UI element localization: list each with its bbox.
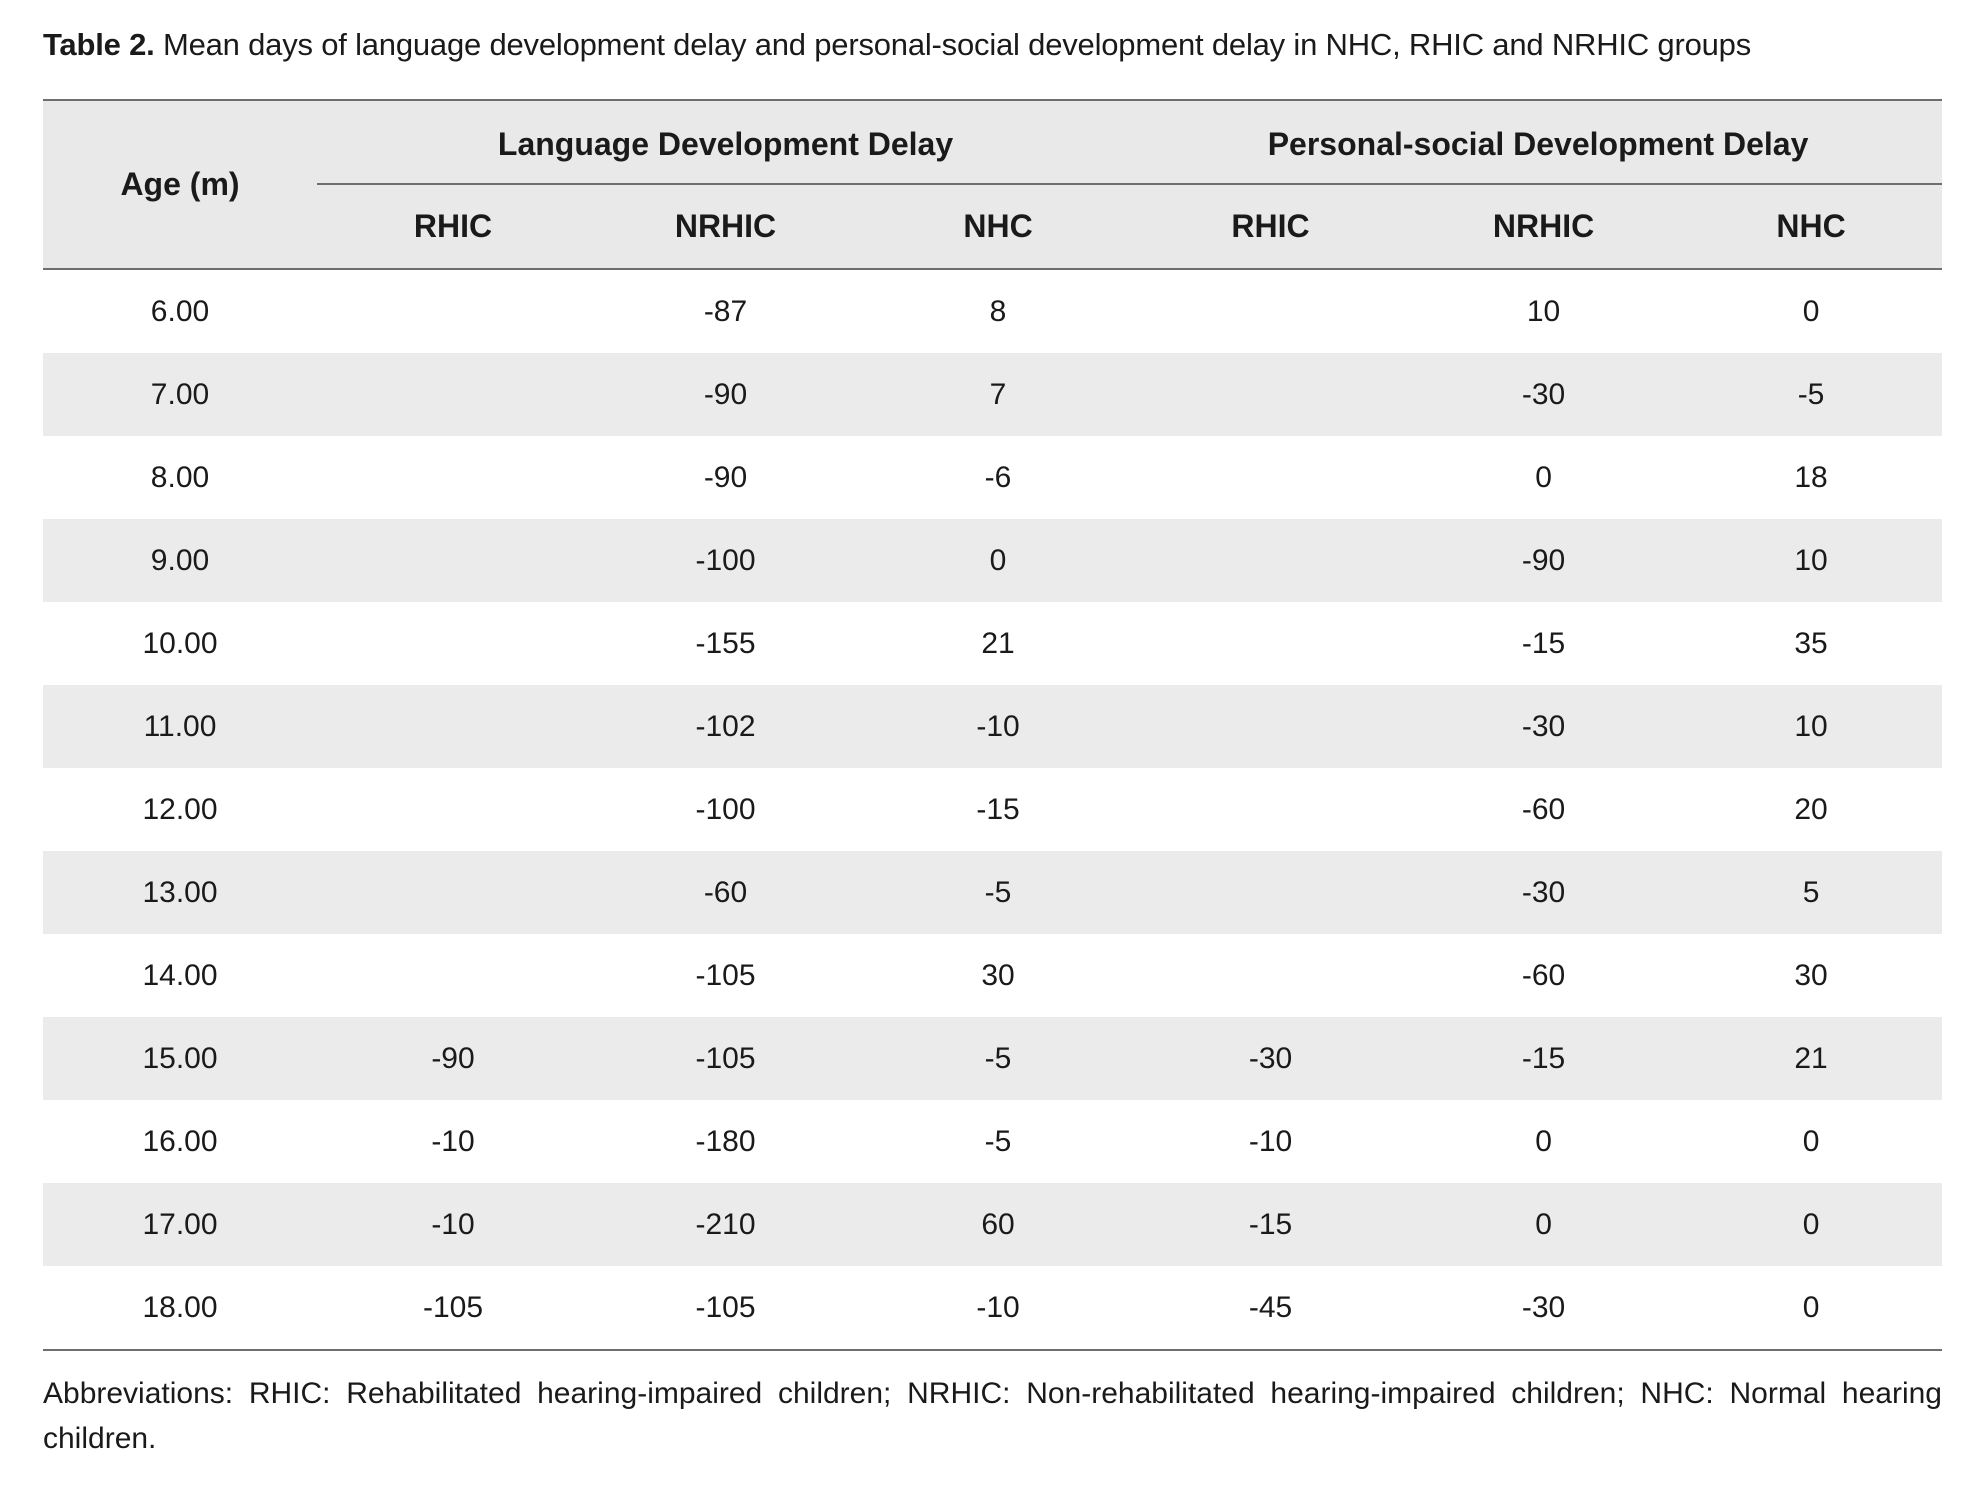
table-caption-label: Table 2.	[43, 27, 155, 62]
table-row	[43, 436, 1942, 519]
cell-personal-social-rhic	[1134, 934, 1407, 1017]
cell-personal-social-nrhic: 0	[1535, 460, 1552, 494]
cell-age: 18.00	[43, 1266, 317, 1350]
cell-personal-social-nhc: -5	[1680, 353, 1942, 436]
sub-header-personal-social-nhc: NHC	[1680, 184, 1942, 269]
table-row	[43, 602, 1942, 685]
cell-language-rhic: -90	[317, 1017, 589, 1100]
cell-age: 6.00	[150, 294, 210, 328]
cell-language-nrhic: -105	[589, 1017, 862, 1100]
cell-personal-social-nhc: 10	[1680, 519, 1942, 602]
cell-personal-social-nhc: 5	[1680, 851, 1942, 934]
cell-age: 17.00	[43, 1183, 317, 1266]
sub-header-language-nhc: NHC	[862, 184, 1134, 269]
table-row	[43, 685, 1942, 768]
cell-age: 11.00	[43, 685, 317, 768]
cell-personal-social-rhic	[1134, 436, 1407, 519]
cell-language-rhic	[317, 685, 589, 768]
table-row	[43, 353, 1942, 436]
cell-personal-social-nrhic: 10	[1526, 294, 1561, 328]
cell-personal-social-nrhic: -15	[1407, 1017, 1680, 1100]
age-column-header: Age (m)	[43, 100, 317, 269]
cell-personal-social-nhc: 35	[1794, 626, 1828, 660]
cell-age: 9.00	[43, 519, 317, 602]
cell-personal-social-nrhic: -15	[1521, 626, 1566, 660]
cell-personal-social-nrhic: -30	[1407, 685, 1680, 768]
cell-language-rhic: -10	[317, 1183, 589, 1266]
cell-personal-social-rhic: -10	[1248, 1124, 1293, 1158]
cell-personal-social-nhc: 20	[1794, 792, 1828, 826]
sub-header-language-rhic: RHIC	[317, 184, 589, 269]
cell-language-nrhic: -210	[589, 1183, 862, 1266]
cell-language-nhc: 30	[981, 958, 1015, 992]
table-row	[43, 768, 1942, 851]
cell-personal-social-nhc: 21	[1680, 1017, 1942, 1100]
cell-language-nrhic: -105	[695, 958, 756, 992]
cell-personal-social-nhc: 0	[1802, 294, 1820, 328]
cell-personal-social-rhic: -45	[1134, 1266, 1407, 1350]
cell-personal-social-nhc: 0	[1680, 1183, 1942, 1266]
cell-language-nhc: 60	[862, 1183, 1134, 1266]
cell-personal-social-nrhic: -60	[1521, 792, 1566, 826]
cell-age: 7.00	[43, 353, 317, 436]
table-row	[43, 1183, 1942, 1266]
table-caption	[43, 22, 1751, 68]
cell-language-nhc: -10	[862, 1266, 1134, 1350]
cell-language-nhc: 8	[989, 294, 1007, 328]
data-table-container	[43, 99, 1942, 1351]
cell-age: 16.00	[142, 1124, 218, 1158]
cell-personal-social-rhic	[1134, 602, 1407, 685]
cell-language-rhic: -105	[317, 1266, 589, 1350]
cell-language-nrhic: -102	[589, 685, 862, 768]
cell-language-rhic	[317, 269, 589, 353]
language-delay-group-header: Language Development Delay	[317, 100, 1134, 184]
cell-personal-social-nhc: 10	[1680, 685, 1942, 768]
table-row	[43, 934, 1942, 1017]
cell-personal-social-nrhic: 0	[1535, 1124, 1552, 1158]
cell-personal-social-rhic	[1134, 519, 1407, 602]
cell-personal-social-rhic: -15	[1134, 1183, 1407, 1266]
cell-personal-social-rhic	[1134, 768, 1407, 851]
cell-language-rhic	[317, 602, 589, 685]
cell-personal-social-rhic	[1134, 353, 1407, 436]
cell-language-nhc: -15	[976, 792, 1020, 826]
cell-language-nrhic: -155	[695, 626, 756, 660]
cell-language-nhc: 7	[862, 353, 1134, 436]
cell-age: 15.00	[43, 1017, 317, 1100]
cell-language-rhic	[317, 934, 589, 1017]
sub-header-personal-social-nrhic: NRHIC	[1407, 184, 1680, 269]
cell-language-nrhic: -87	[703, 294, 748, 328]
cell-personal-social-nhc: 30	[1794, 958, 1828, 992]
sub-header-language-nrhic: NRHIC	[589, 184, 862, 269]
table-row	[43, 1100, 1942, 1183]
cell-personal-social-nrhic: -30	[1407, 851, 1680, 934]
cell-language-rhic	[317, 851, 589, 934]
data-table	[43, 99, 1942, 1351]
cell-language-rhic	[317, 353, 589, 436]
cell-language-nrhic: -90	[589, 353, 862, 436]
table-row	[43, 519, 1942, 602]
cell-age: 12.00	[142, 792, 218, 826]
cell-language-nhc: -5	[984, 1124, 1012, 1158]
cell-language-rhic	[317, 519, 589, 602]
cell-language-nrhic: -100	[589, 519, 862, 602]
cell-language-nhc: -5	[862, 1017, 1134, 1100]
cell-language-nhc: -6	[984, 460, 1012, 494]
cell-language-nrhic: -90	[703, 460, 748, 494]
table-caption-text: Mean days of language development delay and personal-social development delay in NHC, RHIC and NRHIC groups	[154, 27, 1752, 62]
table-header	[43, 100, 1942, 269]
cell-language-rhic: -10	[431, 1124, 475, 1158]
table-row	[43, 1017, 1942, 1100]
cell-language-nrhic: -105	[589, 1266, 862, 1350]
cell-language-rhic	[317, 768, 589, 851]
personal-social-delay-group-header: Personal-social Development Delay	[1134, 100, 1942, 184]
cell-personal-social-nhc: 18	[1794, 460, 1828, 494]
cell-personal-social-nrhic: 0	[1407, 1183, 1680, 1266]
cell-language-nrhic: -180	[695, 1124, 756, 1158]
cell-personal-social-rhic	[1134, 269, 1407, 353]
table-row	[43, 1266, 1942, 1350]
cell-personal-social-nrhic: -30	[1407, 1266, 1680, 1350]
cell-personal-social-rhic	[1134, 685, 1407, 768]
table-body	[43, 269, 1942, 1350]
cell-personal-social-nhc: 0	[1802, 1124, 1820, 1158]
table-footnote: Abbreviations: RHIC: Rehabilitated hearing-impaired children; NRHIC: Non-rehabilitated hearing-impaired children; NHC: Normal hearing children.	[43, 1377, 1942, 1455]
cell-personal-social-nrhic: -60	[1521, 958, 1566, 992]
table-row	[43, 851, 1942, 934]
cell-personal-social-rhic	[1134, 851, 1407, 934]
cell-language-nhc: -5	[862, 851, 1134, 934]
sub-header-personal-social-rhic: RHIC	[1134, 184, 1407, 269]
cell-age: 14.00	[142, 958, 218, 992]
cell-language-nhc: -10	[862, 685, 1134, 768]
table-row	[43, 269, 1942, 353]
cell-personal-social-nrhic: -30	[1407, 353, 1680, 436]
cell-language-nrhic: -100	[695, 792, 756, 826]
cell-age: 8.00	[150, 460, 210, 494]
cell-personal-social-rhic: -30	[1134, 1017, 1407, 1100]
cell-language-nhc: 0	[862, 519, 1134, 602]
cell-age: 13.00	[43, 851, 317, 934]
cell-age: 10.00	[142, 626, 218, 660]
cell-language-nrhic: -60	[589, 851, 862, 934]
cell-personal-social-nrhic: -90	[1407, 519, 1680, 602]
cell-language-rhic	[317, 436, 589, 519]
cell-personal-social-nhc: 0	[1680, 1266, 1942, 1350]
cell-language-nhc: 21	[981, 626, 1015, 660]
